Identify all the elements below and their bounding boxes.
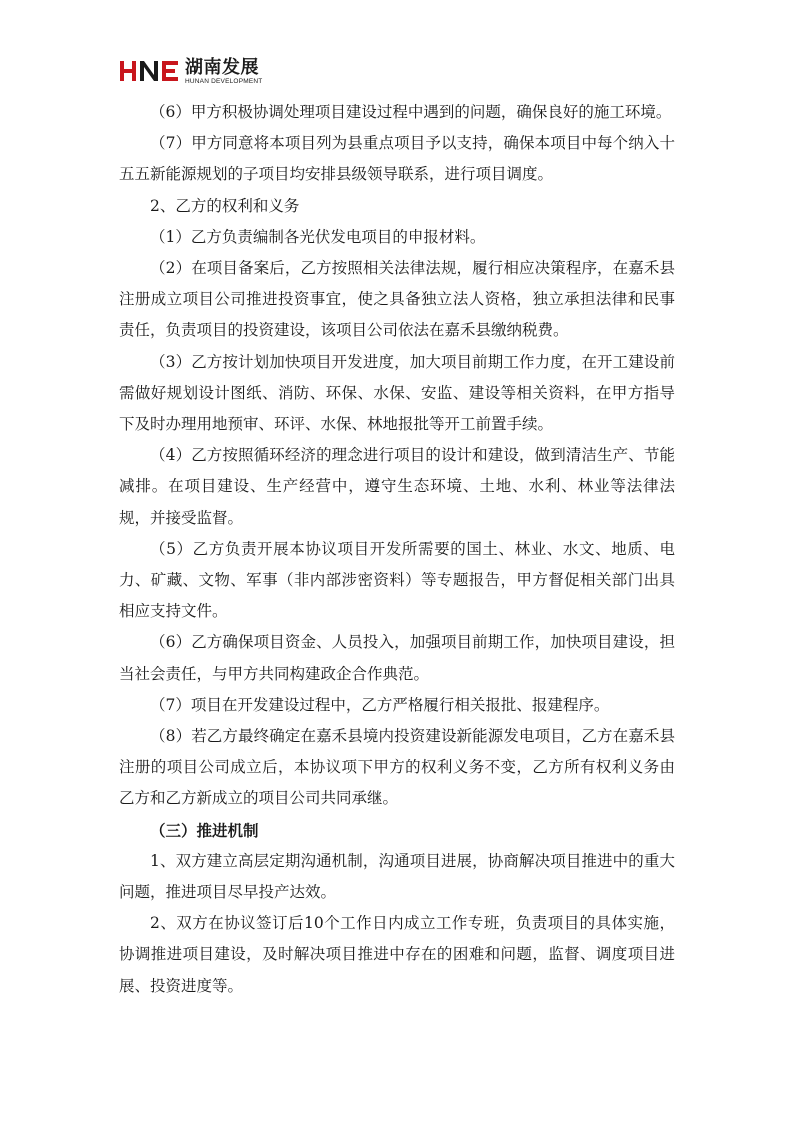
paragraph: （6）乙方确保项目资金、人员投入，加强项目前期工作，加快项目建设，担当社会责任，与甲方共同构建政企合作典范。 [119,633,675,683]
paragraph: （4）乙方按照循环经济的理念进行项目的设计和建设，做到清洁生产、节能减排。在项目建设、生产经营中，遵守生态环境、土地、水利、林业等法律法规，并接受监督。 [119,446,675,527]
paragraph: （7）项目在开发建设过程中，乙方严格履行相关报批、报建程序。 [150,695,610,714]
hne-logo-icon [119,58,181,84]
document-body [119,97,675,1002]
paragraph: （3）乙方按计划加快项目开发进度，加大项目前期工作力度，在开工建设前需做好规划设计图纸、消防、环保、水保、安监、建设等相关资料，在甲方指导下及时办理用地预审、环评、水保、林地报批等开工前置手续。 [119,352,675,434]
logo-chinese-name: 湖南发展 [185,57,259,78]
section-heading-bold: （三）推进机制 [150,820,259,840]
paragraph: （2）在项目备案后，乙方按照相关法律法规，履行相应决策程序，在嘉禾县注册成立项目公司推进投资事宜，使之具备独立法人资格，独立承担法律和民事责任，负责项目的投资建设，该项目公司依法在嘉禾县缴纳税费。 [119,259,675,340]
paragraph: （7）甲方同意将本项目列为县重点项目予以支持，确保本项目中每个纳入十五五新能源规划的子项目均安排县级领导联系，进行项目调度。 [119,134,675,184]
paragraph: （1）乙方负责编制各光伏发电项目的申报材料。 [150,227,486,246]
logo-english-name: HUNAN DEVELOPMENT [185,78,263,85]
paragraph: 2、双方在协议签订后10个工作日内成立工作专班，负责项目的具体实施，协调推进项目建设，及时解决项目推进中存在的困难和问题，监督、调度项目进展、投资进度等。 [119,914,675,995]
paragraph: （8）若乙方最终确定在嘉禾县境内投资建设新能源发电项目，乙方在嘉禾县注册的项目公司成立后，本协议项下甲方的权利义务不变，乙方所有权利义务由乙方和乙方新成立的项目公司共同承继。 [119,727,675,808]
section-heading: 2、乙方的权利和义务 [150,196,300,215]
paragraph: 1、双方建立高层定期沟通机制，沟通项目进展，协商解决项目推进中的重大问题，推进项目尽早投产达效。 [119,851,675,902]
paragraph: （5）乙方负责开展本协议项目开发所需要的国土、林业、水文、地质、电力、矿藏、文物、军事（非内部涉密资料）等专题报告，甲方督促相关部门出具相应支持文件。 [119,539,675,621]
paragraph: （6）甲方积极协调处理项目建设过程中遇到的问题，确保良好的施工环境。 [150,103,672,121]
